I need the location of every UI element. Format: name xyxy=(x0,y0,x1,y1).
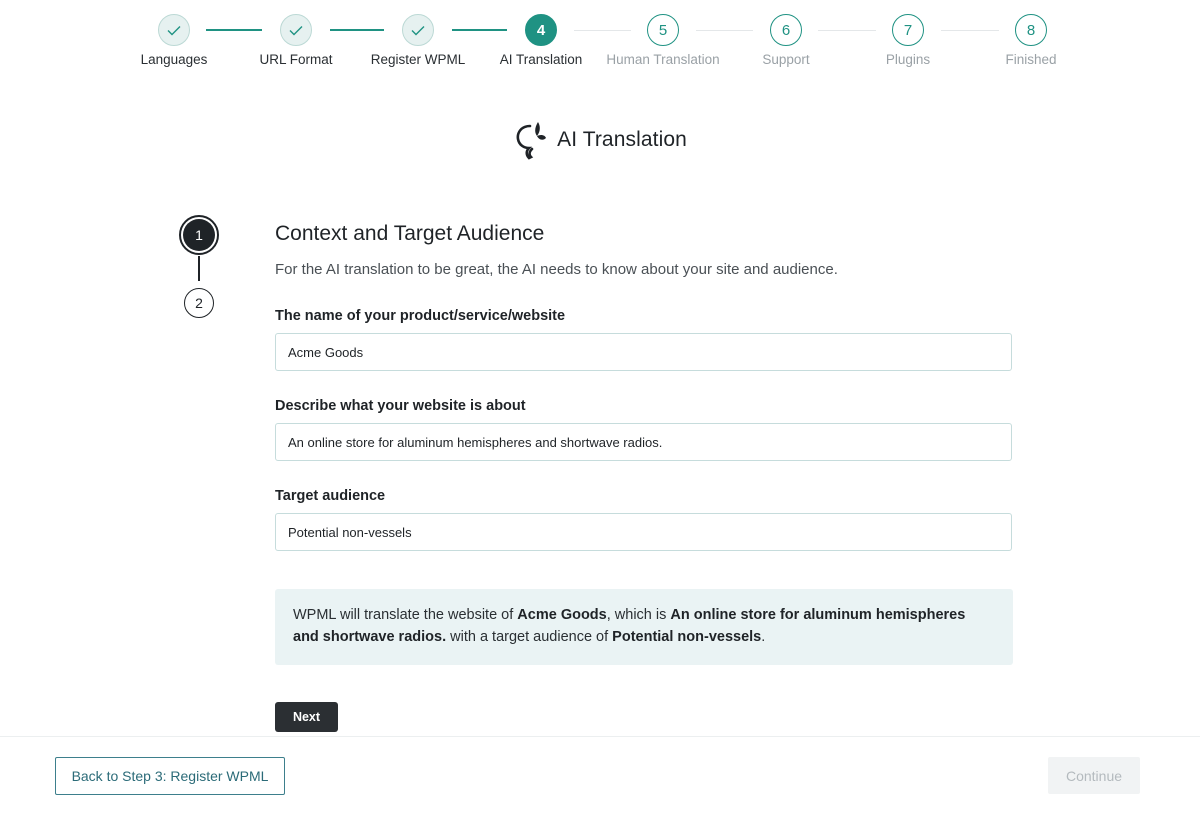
target-audience-label: Target audience xyxy=(275,488,386,504)
wizard-step-label: Human Translation xyxy=(606,52,720,67)
wizard-step-label: Register WPML xyxy=(370,52,466,67)
next-button[interactable]: Next xyxy=(275,702,338,732)
summary-prefix: WPML will translate the website of xyxy=(293,607,518,623)
wizard-step-languages[interactable] xyxy=(104,14,244,67)
wizard-step-register-wpml[interactable] xyxy=(348,14,488,67)
wizard-step-ai-translation[interactable] xyxy=(471,14,611,67)
wizard-step-label: URL Format xyxy=(259,52,333,67)
wizard-step-number: 4 xyxy=(525,14,557,46)
wizard-step-finished[interactable] xyxy=(961,14,1101,67)
target-audience-input[interactable] xyxy=(275,513,1012,551)
wizard-step-number: 8 xyxy=(1015,14,1047,46)
form-heading: Context and Target Audience xyxy=(275,222,545,245)
checkmark-icon xyxy=(280,14,312,46)
checkmark-icon xyxy=(402,14,434,46)
context-form xyxy=(275,222,1013,551)
summary-middle: , which is xyxy=(606,607,671,623)
section-header xyxy=(0,118,1200,162)
wizard-step-url-format[interactable] xyxy=(226,14,366,67)
wizard-step-label: Support xyxy=(762,52,810,67)
summary-description: An online store for aluminum hemispheres and shortwave radios. xyxy=(293,607,966,645)
sub-step-current xyxy=(179,215,219,255)
checkmark-icon xyxy=(158,14,190,46)
sub-step-connector xyxy=(198,256,200,281)
continue-button[interactable]: Continue xyxy=(1048,757,1140,794)
form-intro: For the AI translation to be great, the AI needs to know about your site and audience. xyxy=(275,261,838,278)
wizard-step-number: 5 xyxy=(647,14,679,46)
product-name-input[interactable] xyxy=(275,333,1012,371)
wizard-step-label: Finished xyxy=(1005,52,1057,67)
translation-summary xyxy=(275,589,1013,665)
wpml-ai-logo-icon xyxy=(513,118,549,162)
website-description-label: Describe what your website is about xyxy=(275,398,526,414)
wizard-step-support[interactable] xyxy=(716,14,856,67)
summary-suffix: . xyxy=(761,629,766,645)
wizard-step-label: AI Translation xyxy=(499,52,583,67)
summary-audience: Potential non-vessels xyxy=(612,629,762,645)
sub-stepper xyxy=(179,215,219,320)
product-name-label: The name of your product/service/website xyxy=(275,308,566,324)
wizard-step-label: Plugins xyxy=(885,52,931,67)
wizard-step-human-translation[interactable] xyxy=(593,14,733,67)
summary-audience-prefix: with a target audience of xyxy=(446,629,613,645)
summary-name: Acme Goods xyxy=(517,607,607,623)
sub-step-number: 1 xyxy=(183,219,215,251)
wizard-footer xyxy=(0,736,1200,813)
back-button[interactable]: Back to Step 3: Register WPML xyxy=(55,757,285,795)
sub-step-next[interactable]: 2 xyxy=(184,288,214,318)
wizard-stepper xyxy=(0,0,1200,80)
wizard-step-number: 7 xyxy=(892,14,924,46)
wizard-step-label: Languages xyxy=(140,52,208,67)
website-description-input[interactable] xyxy=(275,423,1012,461)
wizard-step-plugins[interactable] xyxy=(838,14,978,67)
wizard-step-number: 6 xyxy=(770,14,802,46)
page-title: AI Translation xyxy=(557,128,687,151)
